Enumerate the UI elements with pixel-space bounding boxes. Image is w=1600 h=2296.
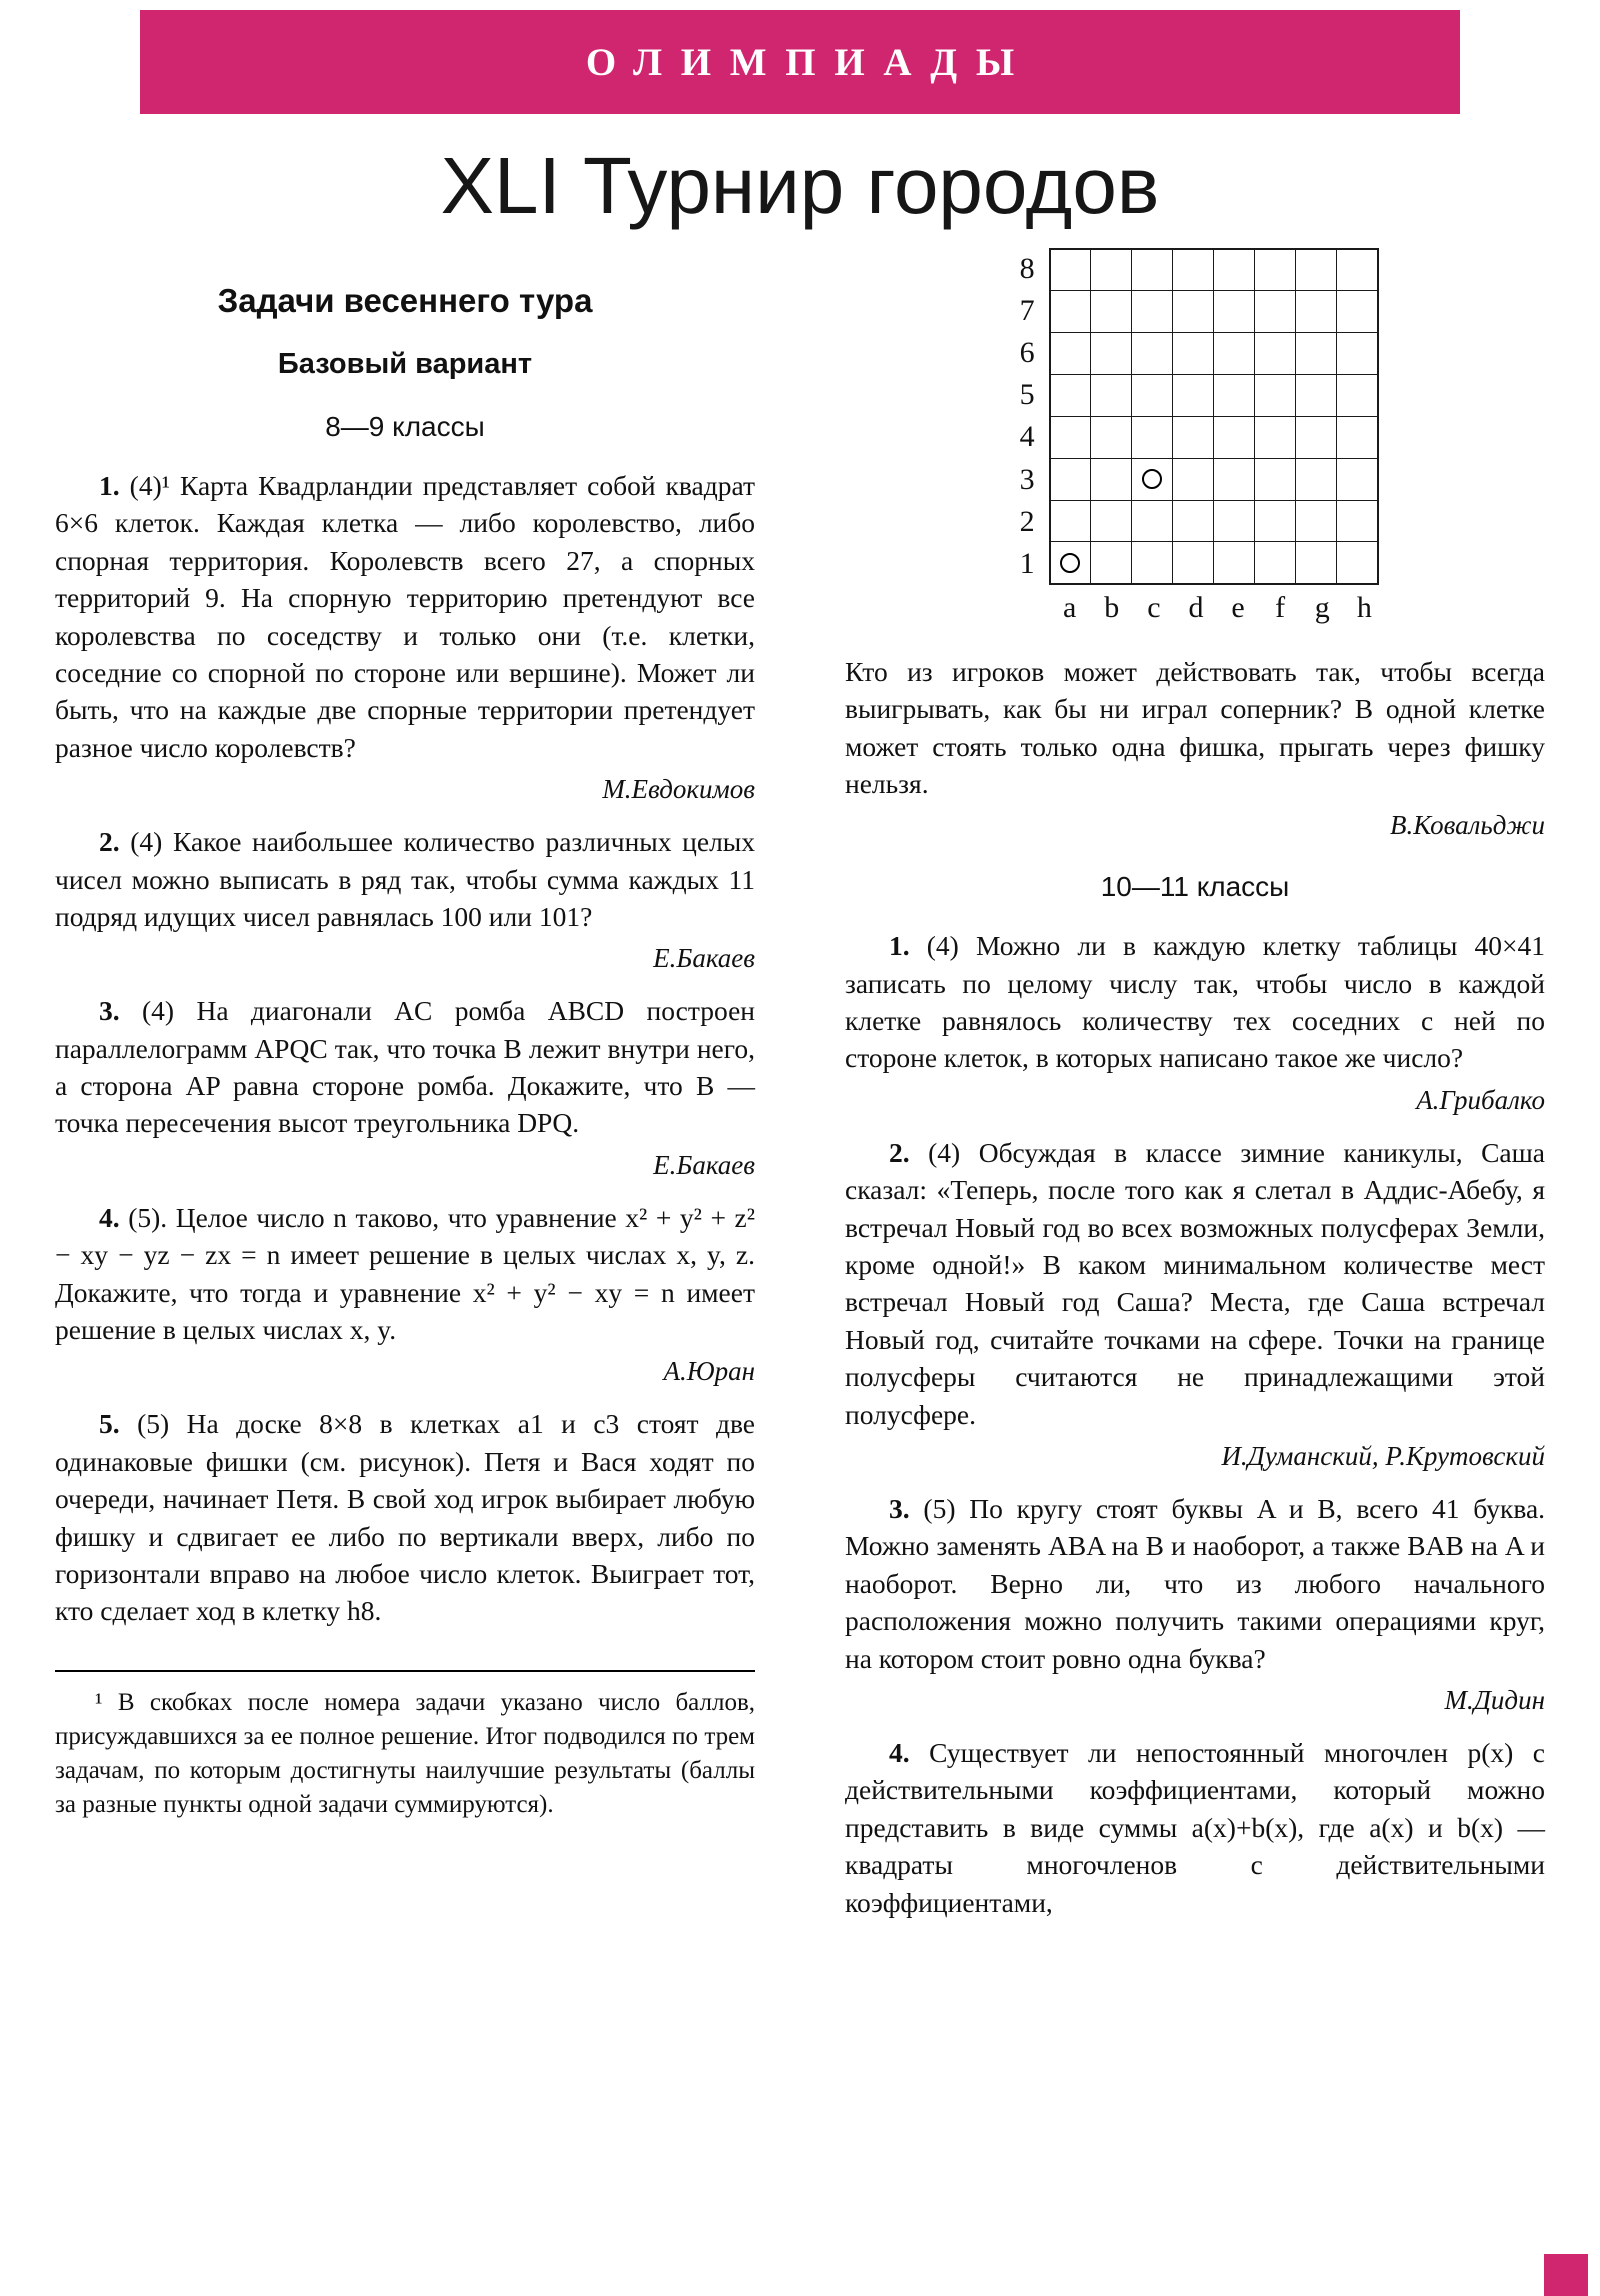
board-cell-h5 (1337, 375, 1378, 417)
board-cell-h6 (1337, 333, 1378, 375)
board-cell-b3 (1091, 458, 1132, 500)
problem-author: М.Евдокимов (602, 774, 755, 805)
col-label-b: b (1104, 590, 1120, 624)
row-label-5: 5 (1019, 378, 1035, 412)
page-corner-marker (1544, 2254, 1588, 2296)
col-label-f: f (1275, 590, 1286, 624)
problem-number: 1. (889, 930, 910, 962)
board-cell-h7 (1337, 291, 1378, 333)
game-piece-c3 (1142, 469, 1162, 489)
col-label-a: a (1063, 590, 1077, 624)
board-row-labels (1005, 248, 1049, 585)
board-cell-f4 (1255, 416, 1296, 458)
board-cell-d4 (1173, 416, 1214, 458)
problem-text (845, 1134, 1545, 1433)
board-cell-f1 (1255, 542, 1296, 584)
problem-1011-4 (845, 1734, 1545, 1921)
problem-number: 5. (99, 1408, 120, 1440)
problem-body: Обсуждая в классе зимние каникулы, Саша сказал: «Теперь, после того как я слетал в Аддис-Абебу, я встречал Новый год во всех возможных полусферах Земли, кроме одной!» В каком минимальном количестве мест встречал Новый год Саша? Места, где Саша встречал Новый год, считайте точками на сфере. Точки на границе полусферы считаются не принадлежащими этой полусфере. (845, 1136, 1546, 1430)
board-cell-d1 (1173, 542, 1214, 584)
board-cell-h4 (1337, 416, 1378, 458)
board-cell-b6 (1091, 333, 1132, 375)
footnote-text: В скобках после номера задачи указано число баллов, присуждавшихся за ее полное решение. Итог подводился по трем задачам, по которым достигнуты наилучшие результаты (баллы за разные пункты одной задачи суммируются). (55, 1688, 756, 1818)
board-cell-b5 (1091, 375, 1132, 417)
board-cell-a3 (1050, 458, 1091, 500)
olympiads-banner (140, 10, 1460, 114)
board-cell-d8 (1173, 249, 1214, 291)
problem-points: (4) (926, 930, 959, 962)
chessboard-figure (1005, 248, 1386, 625)
board-cell-g1 (1296, 542, 1337, 584)
problem-author: М.Дидин (1444, 1684, 1545, 1715)
grades-heading-10-11: 10—11 классы (1100, 871, 1290, 903)
board-cell-e3 (1214, 458, 1255, 500)
board-cell-c1 (1132, 542, 1173, 584)
board-cell-a7 (1050, 291, 1091, 333)
problem-text (55, 992, 755, 1142)
problem-body: Какое наибольшее количество различных целых чисел можно выписать в ряд так, чтобы сумма каждых 11 подряд идущих чисел равнялась 100 или 101? (55, 826, 756, 932)
board-cell-a6 (1050, 333, 1091, 375)
board-cell-b8 (1091, 249, 1132, 291)
board-cell-a5 (1050, 375, 1091, 417)
grades-heading-8-9: 8—9 классы (325, 411, 485, 442)
problem-1011-1 (845, 927, 1545, 1116)
col-label-d: d (1188, 590, 1204, 624)
continuation-text: Кто из игроков может действовать так, чтобы всегда выигрывать, как бы ни играл соперник? В одной клетке может стоять только одна фишка, прыгать через фишку нельзя. (845, 655, 1545, 799)
board-cell-c6 (1132, 333, 1173, 375)
board-col-labels (1049, 591, 1386, 625)
problem-number: 2. (889, 1136, 910, 1168)
board-cell-b7 (1091, 291, 1132, 333)
board-cell-e2 (1214, 500, 1255, 542)
board-cell-f5 (1255, 375, 1296, 417)
problem-points: (5). (128, 1201, 168, 1233)
problem-body: На доске 8×8 в клетках a1 и c3 стоят две одинаковые фишки (см. рисунок). Петя и Вася ходят по очереди, начинает Петя. В свой ход игрок выбирает любую фишку и сдвигает ее либо по вертикали вверх, либо по горизонтали вправо на любое число клеток. Выиграет тот, кто сделает ход в клетку h8. (55, 1408, 756, 1627)
board-cell-f3 (1255, 458, 1296, 500)
problem-author: Е.Бакаев (653, 1149, 755, 1180)
board-cell-e8 (1214, 249, 1255, 291)
problem-text (55, 467, 755, 766)
footnote-divider (55, 1670, 755, 1672)
board-cell-g3 (1296, 458, 1337, 500)
col-label-e: e (1231, 590, 1245, 624)
board-grid (1049, 248, 1379, 585)
board-cell-b2 (1091, 500, 1132, 542)
board-cell-f6 (1255, 333, 1296, 375)
row-label-1: 1 (1019, 546, 1035, 580)
board-cell-h1 (1337, 542, 1378, 584)
board-cell-h8 (1337, 249, 1378, 291)
board-cell-h3 (1337, 458, 1378, 500)
board-cell-f8 (1255, 249, 1296, 291)
problem-number: 4. (99, 1201, 120, 1233)
problem-89-3 (55, 992, 755, 1181)
board-cell-d3 (1173, 458, 1214, 500)
problem-text (55, 1405, 755, 1629)
board-cell-d5 (1173, 375, 1214, 417)
problem-points: (5) (137, 1408, 170, 1440)
problem-89-5 (55, 1405, 755, 1629)
row-label-7: 7 (1019, 294, 1035, 328)
problem-number: 3. (889, 1493, 910, 1524)
problem-1011-2 (845, 1134, 1545, 1472)
board-cell-e5 (1214, 375, 1255, 417)
board-cell-b4 (1091, 416, 1132, 458)
section-heading: Задачи весеннего тура (217, 282, 593, 319)
board-cell-g4 (1296, 416, 1337, 458)
problem-points: (4)¹ (129, 470, 170, 501)
two-column-layout (0, 242, 1600, 1939)
board-cell-c8 (1132, 249, 1173, 291)
board-cell-e4 (1214, 416, 1255, 458)
problem-author: А.Грибалко (1416, 1084, 1545, 1115)
board-cell-c4 (1132, 416, 1173, 458)
problem-89-2 (55, 823, 755, 974)
board-cell-g5 (1296, 375, 1337, 417)
problem-points: (4) (130, 826, 163, 858)
problem-body: Существует ли непостоянный многочлен p(x) с действительными коэффициентами, который можно представить в виде суммы a(x)+b(x), где a(x) и b(x) — квадраты многочленов с действительными коэффициентами, (845, 1736, 1546, 1918)
left-column (55, 242, 755, 1939)
problem-number: 2. (99, 826, 120, 858)
board-cell-e6 (1214, 333, 1255, 375)
problem-body: По кругу стоят буквы A и B, всего 41 буква. Можно заменять ABA на B и наоборот, а также BAB на A и наоборот. Верно ли, что из любого начального расположения можно получить такими операциями круг, на котором стоит ровно одна буква? (845, 1493, 1546, 1674)
footnote-marker: ¹ (95, 1688, 103, 1716)
board-cell-g7 (1296, 291, 1337, 333)
problem-points: (4) (928, 1136, 961, 1168)
board-cell-g8 (1296, 249, 1337, 291)
row-label-2: 2 (1019, 504, 1035, 538)
problem-author: И.Думанский, Р.Крутовский (1221, 1441, 1545, 1471)
board-cell-c2 (1132, 500, 1173, 542)
col-label-h: h (1356, 590, 1372, 624)
problem-text (845, 1490, 1545, 1677)
problem-89-5-continuation (845, 653, 1545, 842)
col-label-g: g (1314, 590, 1330, 624)
board-cell-d2 (1173, 500, 1214, 542)
row-label-3: 3 (1019, 462, 1035, 496)
footnote (55, 1686, 755, 1822)
board-cell-g2 (1296, 500, 1337, 542)
problem-text (845, 927, 1545, 1077)
board-cell-a1 (1050, 542, 1091, 584)
problem-points: (5) (923, 1493, 956, 1524)
board-cell-a2 (1050, 500, 1091, 542)
board-cell-e7 (1214, 291, 1255, 333)
board-cell-a4 (1050, 416, 1091, 458)
problem-number: 1. (99, 470, 120, 501)
problem-text (55, 823, 755, 935)
problem-body: Можно ли в каждую клетку таблицы 40×41 записать по целому числу так, чтобы число в каждой клетке равнялось количеству тех соседних с ней по стороне клеток, в которых написано такое же число? (845, 930, 1546, 1074)
col-label-c: c (1147, 590, 1161, 624)
problem-number: 3. (99, 995, 120, 1027)
problem-author: А.Юран (663, 1356, 755, 1387)
banner-label: ОЛИМПИАДЫ (585, 40, 1033, 84)
chessboard-with-row-labels (1005, 248, 1386, 585)
problem-number: 4. (889, 1736, 910, 1768)
problem-body: На диагонали AC ромба ABCD построен параллелограмм APQC так, что точка B лежит внутри него, а сторона AP равна стороне ромба. Докажите, что B — точка пересечения высот треугольника DPQ. (55, 995, 755, 1139)
problem-89-4 (55, 1199, 755, 1388)
board-cell-h2 (1337, 500, 1378, 542)
row-label-4: 4 (1019, 420, 1035, 454)
page-title: XLI Турнир городов (440, 141, 1160, 230)
problem-author: Е.Бакаев (653, 943, 755, 974)
problem-author: В.Ковальджи (1389, 810, 1545, 841)
problem-text (55, 1199, 755, 1349)
board-cell-f2 (1255, 500, 1296, 542)
board-cell-a8 (1050, 249, 1091, 291)
problem-text (845, 1734, 1545, 1921)
game-piece-a1 (1060, 553, 1080, 573)
variant-heading: Базовый вариант (277, 348, 533, 380)
problem-body: Карта Квадрландии представляет собой квадрат 6×6 клеток. Каждая клетка — либо королевство, либо спорная территория. Королевств всего 27, а спорных территорий 9. На спорную территорию претендуют все королевства по соседству и только они (т.е. клетки, соседние со спорной по стороне или вершине). Может ли быть, что на каждые две спорные территории претендует разное число королевств? (55, 470, 755, 763)
board-cell-g6 (1296, 333, 1337, 375)
problem-points: (4) (142, 995, 175, 1027)
problem-body: Целое число n таково, что уравнение x² + y² + z² − xy − yz − zx = n имеет решение в целых числах x, y, z. Докажите, что тогда и уравнение x² + y² − xy = n имеет решение в целых числах x, y. (55, 1201, 755, 1346)
board-cell-c5 (1132, 375, 1173, 417)
problem-89-1 (55, 467, 755, 805)
board-cell-c3 (1132, 458, 1173, 500)
board-cell-d6 (1173, 333, 1214, 375)
row-label-6: 6 (1019, 336, 1035, 370)
board-cell-b1 (1091, 542, 1132, 584)
board-cell-f7 (1255, 291, 1296, 333)
board-cell-e1 (1214, 542, 1255, 584)
board-cell-d7 (1173, 291, 1214, 333)
board-cell-c7 (1132, 291, 1173, 333)
right-column (845, 242, 1545, 1939)
row-label-8: 8 (1019, 252, 1035, 286)
problem-1011-3 (845, 1490, 1545, 1716)
